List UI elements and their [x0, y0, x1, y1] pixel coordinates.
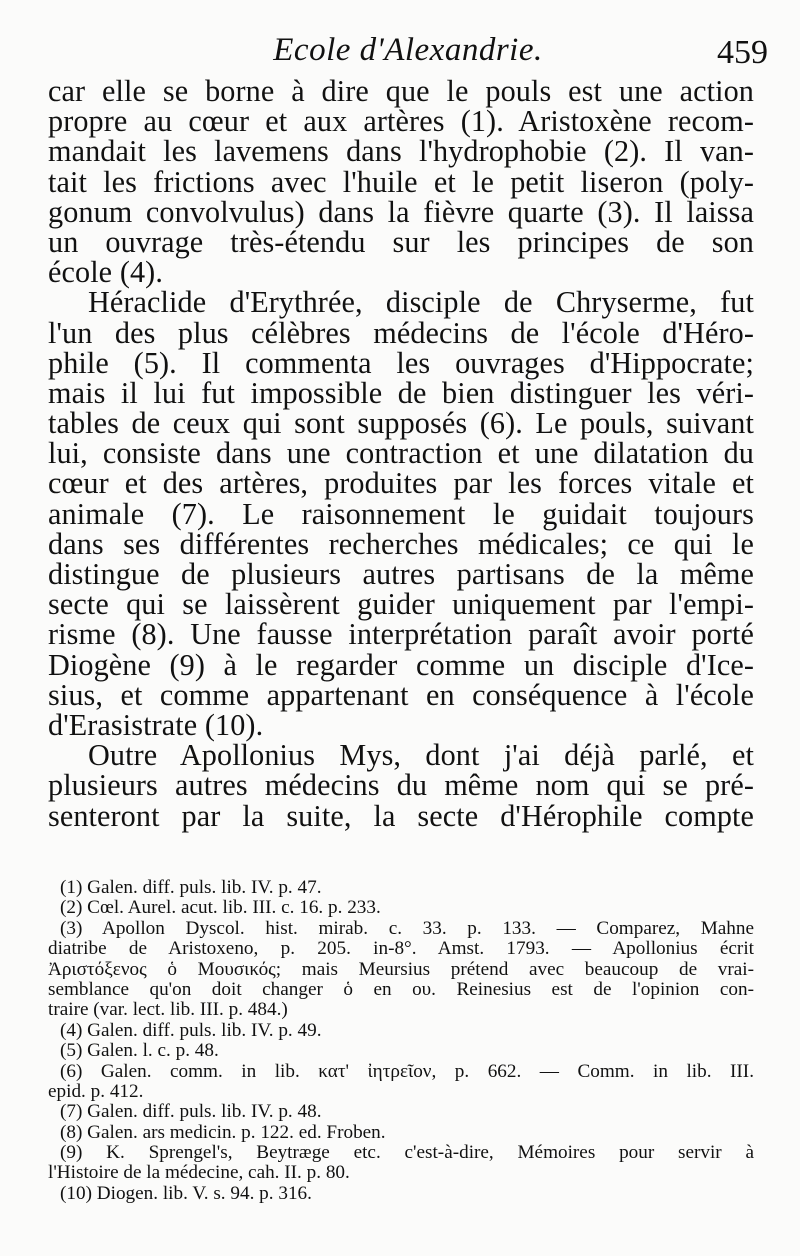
body-line: un ouvrage très-étendu sur les principes de son: [48, 224, 754, 259]
body-line: propre au cœur et aux artères (1). Aristoxène recom-: [48, 104, 754, 139]
body-line: cœur et des artères, produites par les forces vitale et: [48, 466, 754, 501]
footnote-line: (8) Galen. ars medicin. p. 122. ed. Froben.: [60, 1121, 386, 1143]
body-line: tait les frictions avec l'huile et le petit liseron (poly-: [48, 164, 754, 199]
body-text: [48, 76, 754, 831]
footnote-line: epid. p. 412.: [48, 1080, 144, 1102]
footnote-line: (10) Diogen. lib. V. s. 94. p. 316.: [60, 1182, 312, 1204]
body-line: dans ses différentes recherches médicales; ce qui le: [48, 526, 754, 561]
footnote-line: (7) Galen. diff. puls. lib. IV. p. 48.: [60, 1101, 322, 1123]
body-line: risme (8). Une fausse interprétation paraît avoir porté: [48, 617, 754, 652]
footnote-line: (6) Galen. comm. in lib. κατ' ἰητρεῖον, p. 662. — Comm. in lib. III.: [60, 1060, 754, 1082]
footnote-line: l'Histoire de la médecine, cah. II. p. 80.: [48, 1162, 350, 1184]
body-line: sius, et comme appartenant en conséquence à l'école: [48, 677, 754, 712]
page-number: 459: [717, 34, 768, 71]
footnote-line: (3) Apollon Dyscol. hist. mirab. c. 33. p. 133. — Comparez, Mahne: [60, 917, 754, 939]
footnote-line: (2) Cœl. Aurel. acut. lib. III. c. 16. p. 233.: [60, 897, 381, 919]
page-header: [48, 30, 768, 80]
body-line: mais il lui fut impossible de bien distinguer les véri-: [48, 375, 754, 410]
footnote-line: (1) Galen. diff. puls. lib. IV. p. 47.: [60, 877, 322, 898]
footnote-line: (5) Galen. l. c. p. 48.: [60, 1040, 219, 1062]
footnote-line: diatribe de Aristoxeno, p. 205. in-8°. Amst. 1793. — Apollonius écrit: [48, 938, 754, 960]
body-line: senteront par la suite, la secte d'Hérophile compte: [48, 798, 754, 833]
body-line: phile (5). Il commenta les ouvrages d'Hippocrate;: [48, 345, 754, 380]
body-line: mandait les lavemens dans l'hydrophobie (2). Il van-: [48, 134, 754, 169]
footnote-line: traire (var. lect. lib. III. p. 484.): [48, 999, 288, 1021]
body-line: tables de ceux qui sont supposés (6). Le pouls, suivant: [48, 406, 754, 441]
body-line: secte qui se laissèrent guider uniquement par l'empi-: [48, 587, 754, 622]
footnote-line: (4) Galen. diff. puls. lib. IV. p. 49.: [60, 1019, 322, 1041]
body-line: distingue de plusieurs autres partisans de la même: [48, 557, 754, 591]
body-line: Outre Apollonius Mys, dont j'ai déjà parlé, et: [88, 738, 754, 773]
footnote-line: Ἀριστόξενος ὁ Μουσικός; mais Meursius prétend avec beaucoup de vrai-: [48, 958, 754, 980]
body-line: plusieurs autres médecins du même nom qui se pré-: [48, 768, 754, 803]
body-line: Héraclide d'Erythrée, disciple de Chryserme, fut: [88, 285, 754, 320]
footnotes: [48, 877, 754, 1204]
body-line: lui, consiste dans une contraction et une dilatation du: [48, 436, 754, 471]
running-title: Ecole d'Alexandrie.: [273, 32, 543, 68]
body-line: car elle se borne à dire que le pouls est une action: [48, 74, 754, 108]
body-line: Diogène (9) à le regarder comme un disciple d'Ice-: [48, 647, 754, 682]
footnote-line: semblance qu'on doit changer ὁ en ου. Reinesius est de l'opinion con-: [48, 978, 754, 1000]
body-line: d'Erasistrate (10).: [48, 707, 264, 742]
body-line: l'un des plus célèbres médecins de l'école d'Héro-: [48, 315, 754, 350]
body-line: école (4).: [48, 255, 163, 290]
footnote-line: (9) K. Sprengel's, Beytræge etc. c'est-à-dire, Mémoires pour servir à: [60, 1142, 754, 1164]
body-line: gonum convolvulus) dans la fièvre quarte (3). Il laissa: [48, 194, 754, 229]
body-line: animale (7). Le raisonnement le guidait toujours: [48, 496, 754, 531]
